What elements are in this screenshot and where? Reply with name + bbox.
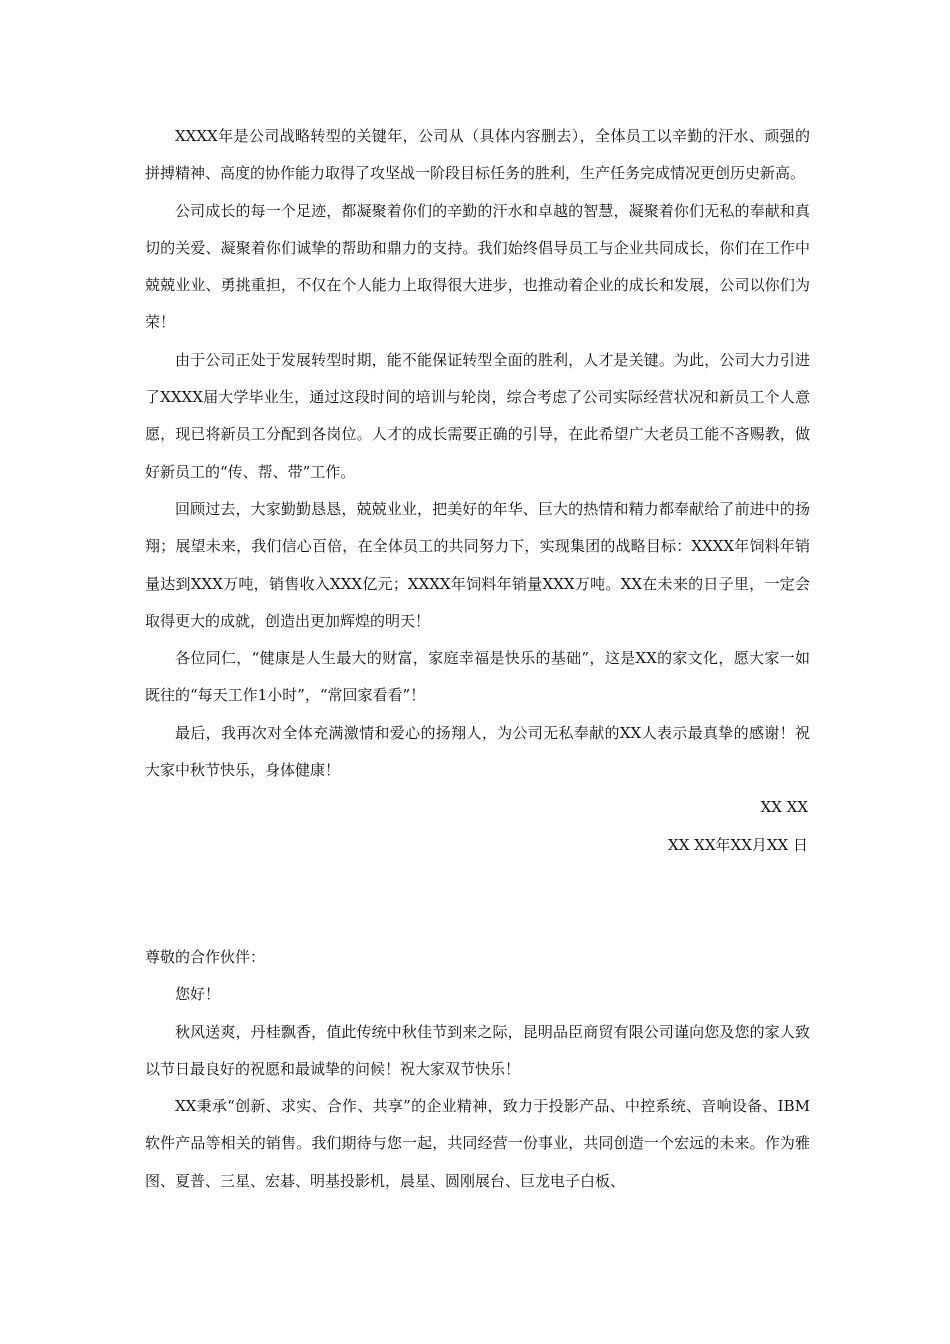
letter-staff xyxy=(145,118,810,864)
document-page xyxy=(145,118,810,1200)
paragraph: 各位同仁，“健康是人生最大的财富，家庭幸福是快乐的基础”，这是XX的家文化，愿大家一如既往的“每天工作1小时”，“常回家看看”！ xyxy=(145,649,810,705)
letter-partners xyxy=(145,939,810,1200)
spacer xyxy=(145,864,810,939)
signature: XX XX xyxy=(760,798,808,817)
paragraph: 最后，我再次对全体充满激情和爱心的扬翔人，为公司无私奉献的XX人表示最真挚的感谢！祝大家中秋节快乐，身体健康！ xyxy=(145,723,810,780)
paragraph: 公司成长的每一个足迹，都凝聚着你们的辛勤的汗水和卓越的智慧，凝聚着你们无私的奉献和真切的关爱、凝聚着你们诚挚的帮助和鼎力的支持。我们始终倡导员工与企业共同成长，你们在工作中兢兢业业、勇挑重担，不仅在个人能力上取得很大进步，也推动着企业的成长和发展，公司以你们为荣！ xyxy=(145,201,810,332)
paragraph: XX秉承“创新、求实、合作、共享”的企业精神，致力于投影产品、中控系统、音响设备、IBM 软件产品等相关的销售。我们期待与您一起，共同经营一份事业，共同创造一个宏远的未来。作为雅图、夏普、三星、宏碁、明基投影机，晨星、圆刚展台、巨龙电子白板、 xyxy=(145,1097,810,1190)
greeting: 您好！ xyxy=(175,985,221,1004)
paragraph: 由于公司正处于发展转型时期，能不能保证转型全面的胜利，人才是关键。为此，公司大力引进了XXXX届大学毕业生，通过这段时间的培训与轮岗，综合考虑了公司实际经营状况和新员工个人意愿，现已将新员工分配到各岗位。人才的成长需要正确的引导，在此希望广大老员工能不吝赐教，做好新员工的“传、帮、带”工作。 xyxy=(145,350,810,481)
date: XX XX年XX月XX 日 xyxy=(668,835,808,854)
paragraph: XXXX年是公司战略转型的关键年，公司从（具体内容删去），全体员工以辛勤的汗水、顽强的拼搏精神、高度的协作能力取得了攻坚战一阶段目标任务的胜利，生产任务完成情况更创历史新高。 xyxy=(145,127,810,183)
paragraph: 秋风送爽，丹桂飘香，值此传统中秋佳节到来之际，昆明品臣商贸有限公司谨向您及您的家人致以节日最良好的祝愿和最诚挚的问候！祝大家双节快乐！ xyxy=(145,1022,810,1078)
paragraph: 回顾过去，大家勤勤恳恳，兢兢业业，把美好的年华、巨大的热情和精力都奉献给了前进中的扬翔；展望未来，我们信心百倍，在全体员工的共同努力下，实现集团的战略目标：XXXX年饲料年销量达到XXX万吨，销售收入XXX亿元；XXXX年饲料年销量XXX万吨。XX在未来的日子里，一定会取得更大的成就，创造出更加辉煌的明天！ xyxy=(145,499,810,630)
salutation: 尊敬的合作伙伴： xyxy=(145,947,266,966)
